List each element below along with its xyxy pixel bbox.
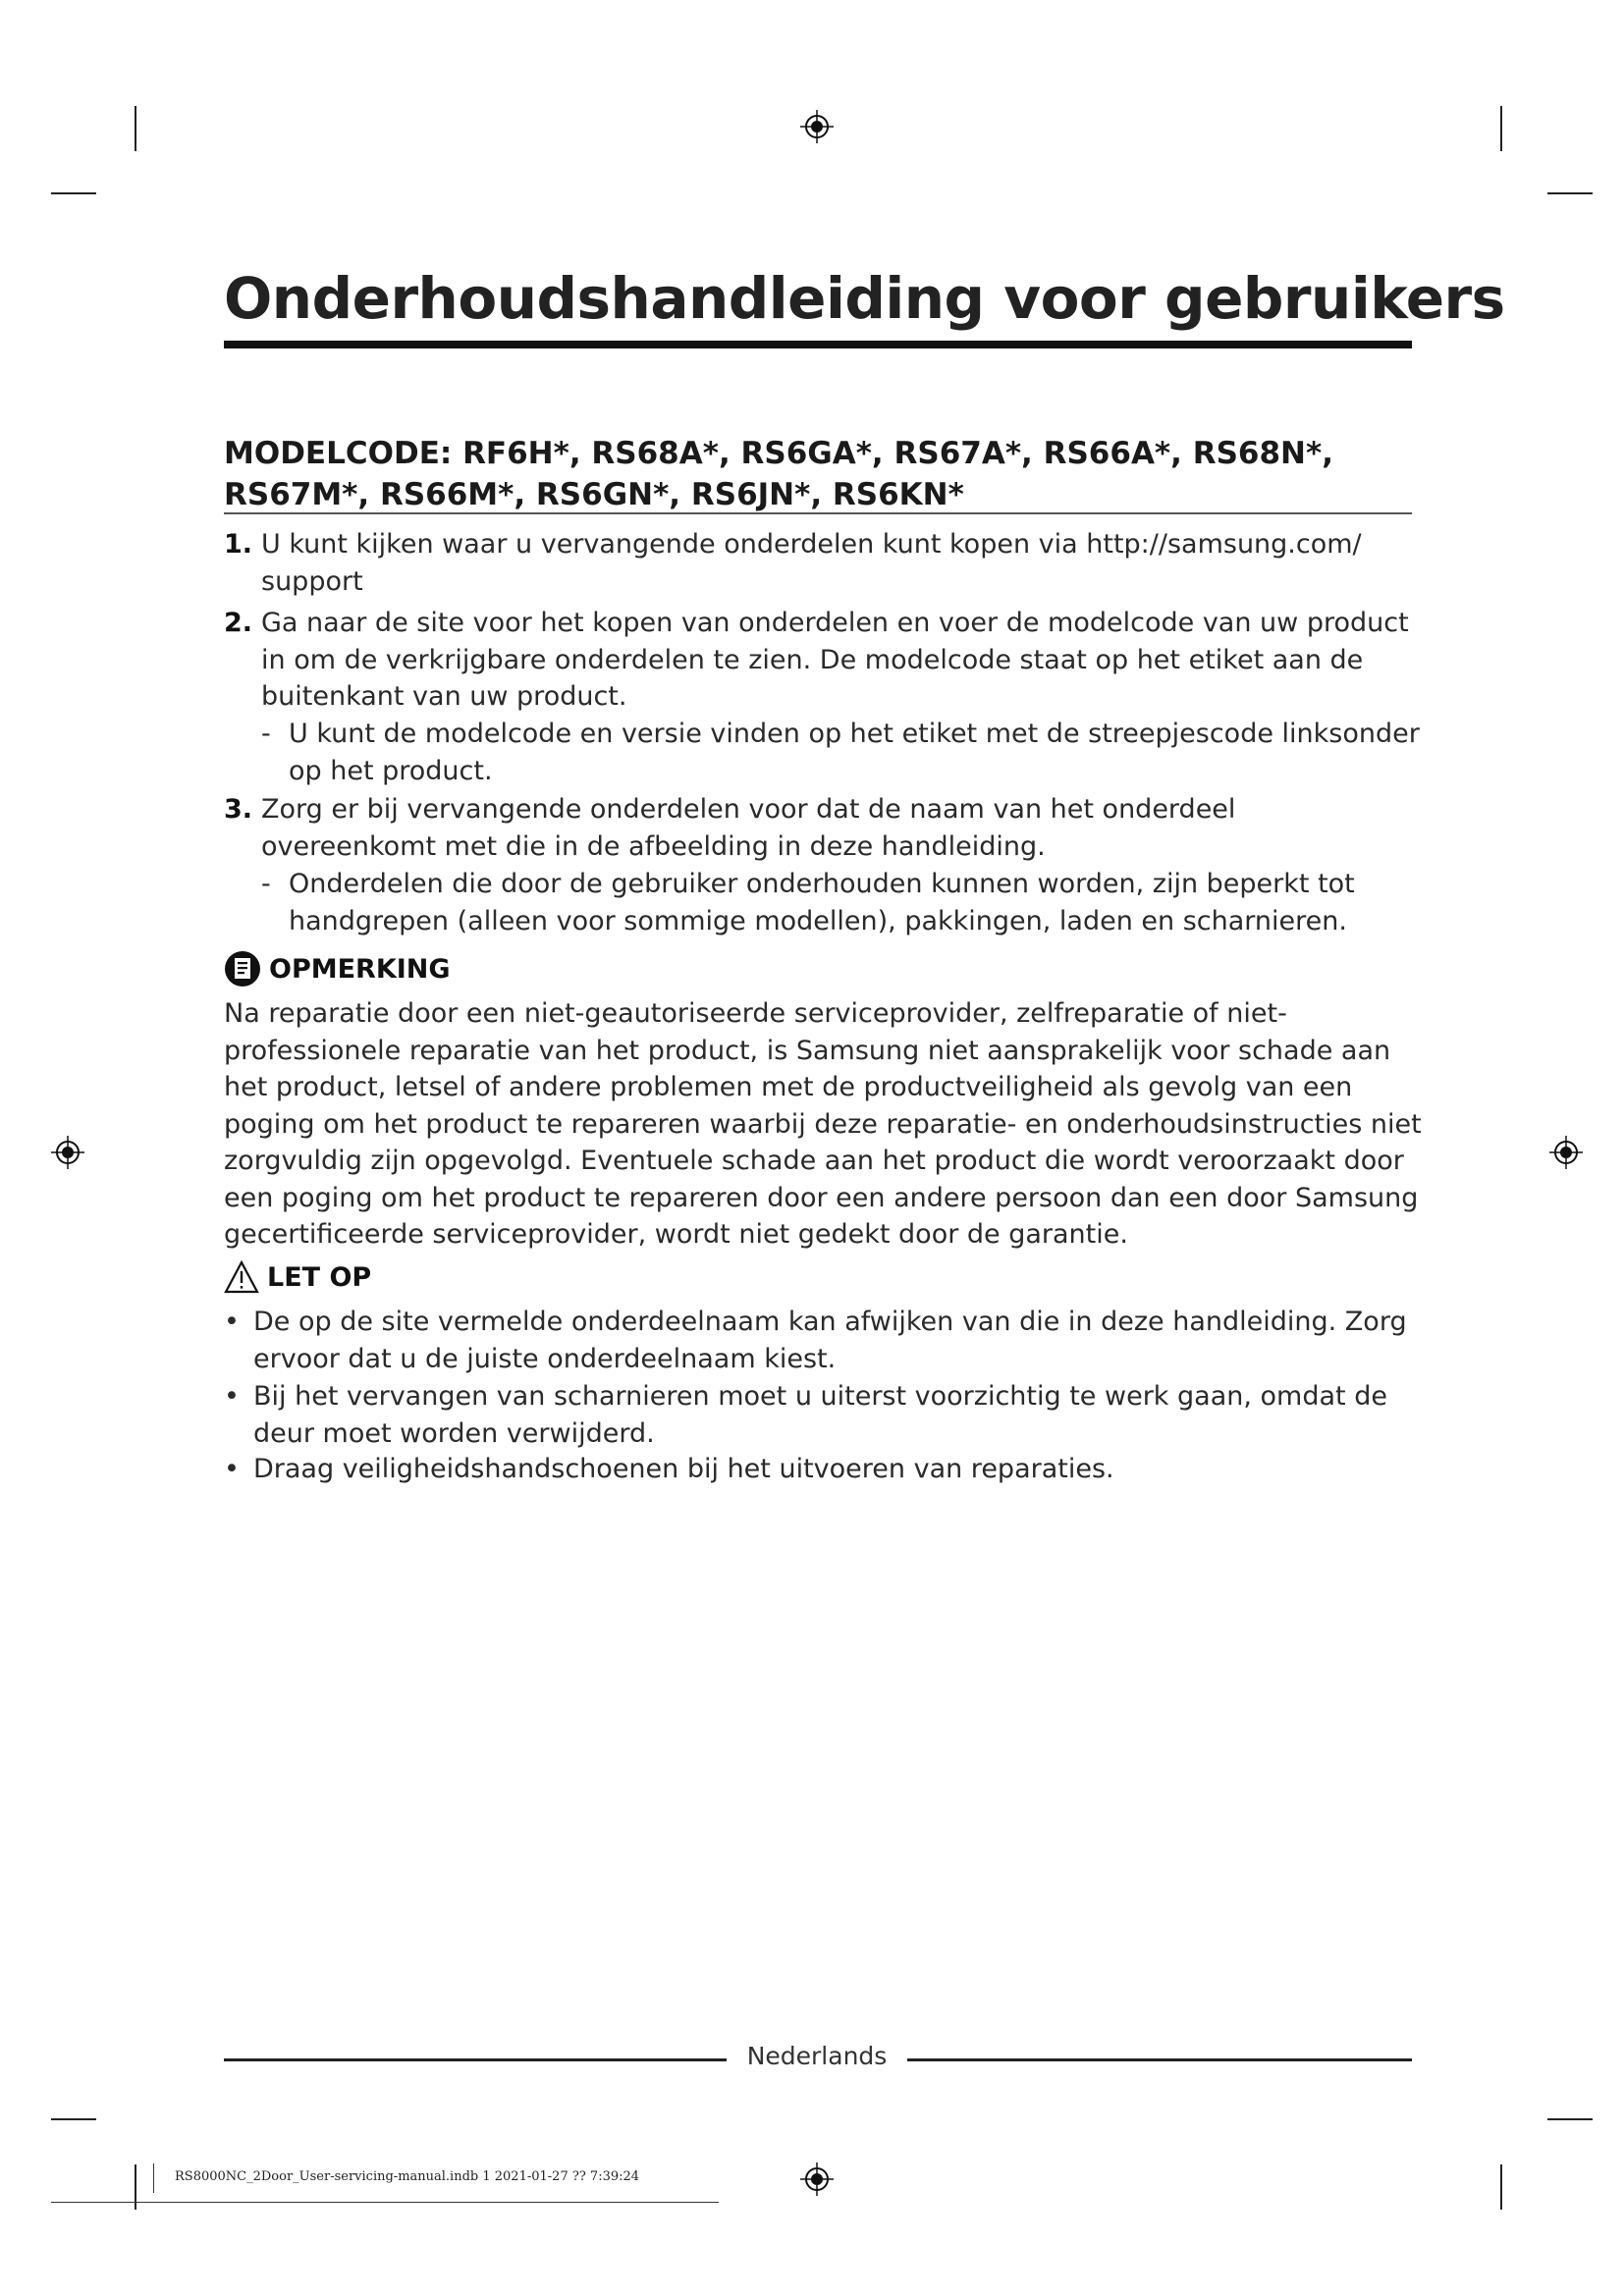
bullet-marker: • (224, 1381, 240, 1412)
note-heading-label: OPMERKING (269, 953, 451, 985)
registration-mark-icon (1549, 1136, 1583, 1169)
sub-item (261, 866, 1420, 939)
step-number: 3. (224, 794, 253, 825)
footer-language: Nederlands (746, 2042, 888, 2070)
note-heading (224, 950, 451, 988)
crop-mark-top-left (135, 106, 136, 151)
note-text: Na reparatie door een niet-geautoriseerde serviceprovider, zelfreparatie of niet-professionele reparatie van het product, is Samsung niet aansprakelijk voor schade aan het product, letsel of andere problemen met de productveiligheid als gevolg van een poging om het product te repareren waarbij deze reparatie- en onderhoudsinstructies niet zorgvuldig zijn opgevolgd. Eventuele schade aan het product die wordt veroorzaakt door een poging om het product te repareren door een andere persoon dan een door Samsung gecertificeerde serviceprovider, wordt niet gedekt door de garantie. (224, 998, 1422, 1250)
step-item (224, 526, 1417, 600)
crop-mark-bottom-left (135, 2164, 136, 2210)
sub-item-text: U kunt de modelcode en versie vinden op het etiket met de streepjescode linksonder op het product. (289, 719, 1420, 786)
caution-heading (224, 1260, 371, 1294)
registration-mark-icon (51, 1136, 84, 1169)
footer-rule-left (224, 2058, 727, 2061)
model-code-heading: MODELCODE: RF6H*, RS68A*, RS6GA*, RS67A*, RS66A*, RS68N*, RS67M*, RS66M*, RS6GN*, RS6JN*, RS6KN* (224, 436, 1333, 512)
warning-triangle-icon (224, 1260, 259, 1294)
caution-bullet-text: Draag veiligheidshandschoenen bij het uitvoeren van reparaties. (253, 1454, 1114, 1484)
registration-mark-icon (800, 2163, 834, 2196)
slug-divider (153, 2163, 154, 2193)
section-rule (224, 512, 1412, 514)
step-text: Ga naar de site voor het kopen van onderdelen en voer de modelcode van uw product in om de verkrijgbare onderdelen te zien. De modelcode staat op het etiket aan de buitenkant van uw product. (261, 608, 1409, 712)
sub-item-text: Onderdelen die door de gebruiker onderhouden kunnen worden, zijn beperkt tot handgrepen (alleen voor sommige modellen), pakkingen, laden en scharnieren. (289, 869, 1355, 936)
step-text: U kunt kijken waar u vervangende onderdelen kunt kopen via http://samsung.com/ support (261, 529, 1362, 597)
sub-item (261, 716, 1420, 789)
caution-bullet (224, 1451, 1417, 1488)
step-text: Zorg er bij vervangende onderdelen voor dat de naam van het onderdeel overeenkomt met die in de afbeelding in deze handleiding. (261, 794, 1236, 862)
note-icon (224, 950, 261, 988)
title-rule (224, 341, 1412, 348)
crop-mark-bottom-left-h (51, 2118, 96, 2120)
caution-heading-label: LET OP (267, 1261, 372, 1293)
step-number: 1. (224, 529, 253, 560)
slug-rule (51, 2202, 719, 2203)
caution-bullet (224, 1304, 1417, 1377)
crop-mark-bottom-right (1500, 2164, 1502, 2210)
crop-mark-top-right (1500, 106, 1502, 151)
bullet-marker: • (224, 1454, 240, 1484)
dash-marker: - (261, 869, 271, 899)
step-number: 2. (224, 608, 253, 638)
step-item (224, 791, 1417, 865)
registration-mark-icon (800, 110, 834, 143)
page-title: Onderhoudshandleiding voor gebruikers (224, 265, 1505, 332)
step-item (224, 605, 1417, 716)
caution-bullet-text: De op de site vermelde onderdeelnaam kan afwijken van die in deze handleiding. Zorg ervoor dat u de juiste onderdeelnaam kiest. (253, 1307, 1407, 1374)
crop-mark-bottom-right-h (1547, 2118, 1593, 2120)
caution-bullet-text: Bij het vervangen van scharnieren moet u uiterst voorzichtig te werk gaan, omdat de deur moet worden verwijderd. (253, 1381, 1387, 1449)
caution-bullet (224, 1378, 1417, 1452)
bullet-marker: • (224, 1307, 240, 1337)
print-slug: RS8000NC_2Door_User-servicing-manual.indb 1 2021-01-27 ?? 7:39:24 (175, 2169, 640, 2184)
dash-marker: - (261, 719, 271, 749)
crop-mark-top-right-h (1547, 192, 1593, 194)
crop-mark-top-left-h (51, 192, 96, 194)
footer-rule-right (907, 2058, 1412, 2061)
